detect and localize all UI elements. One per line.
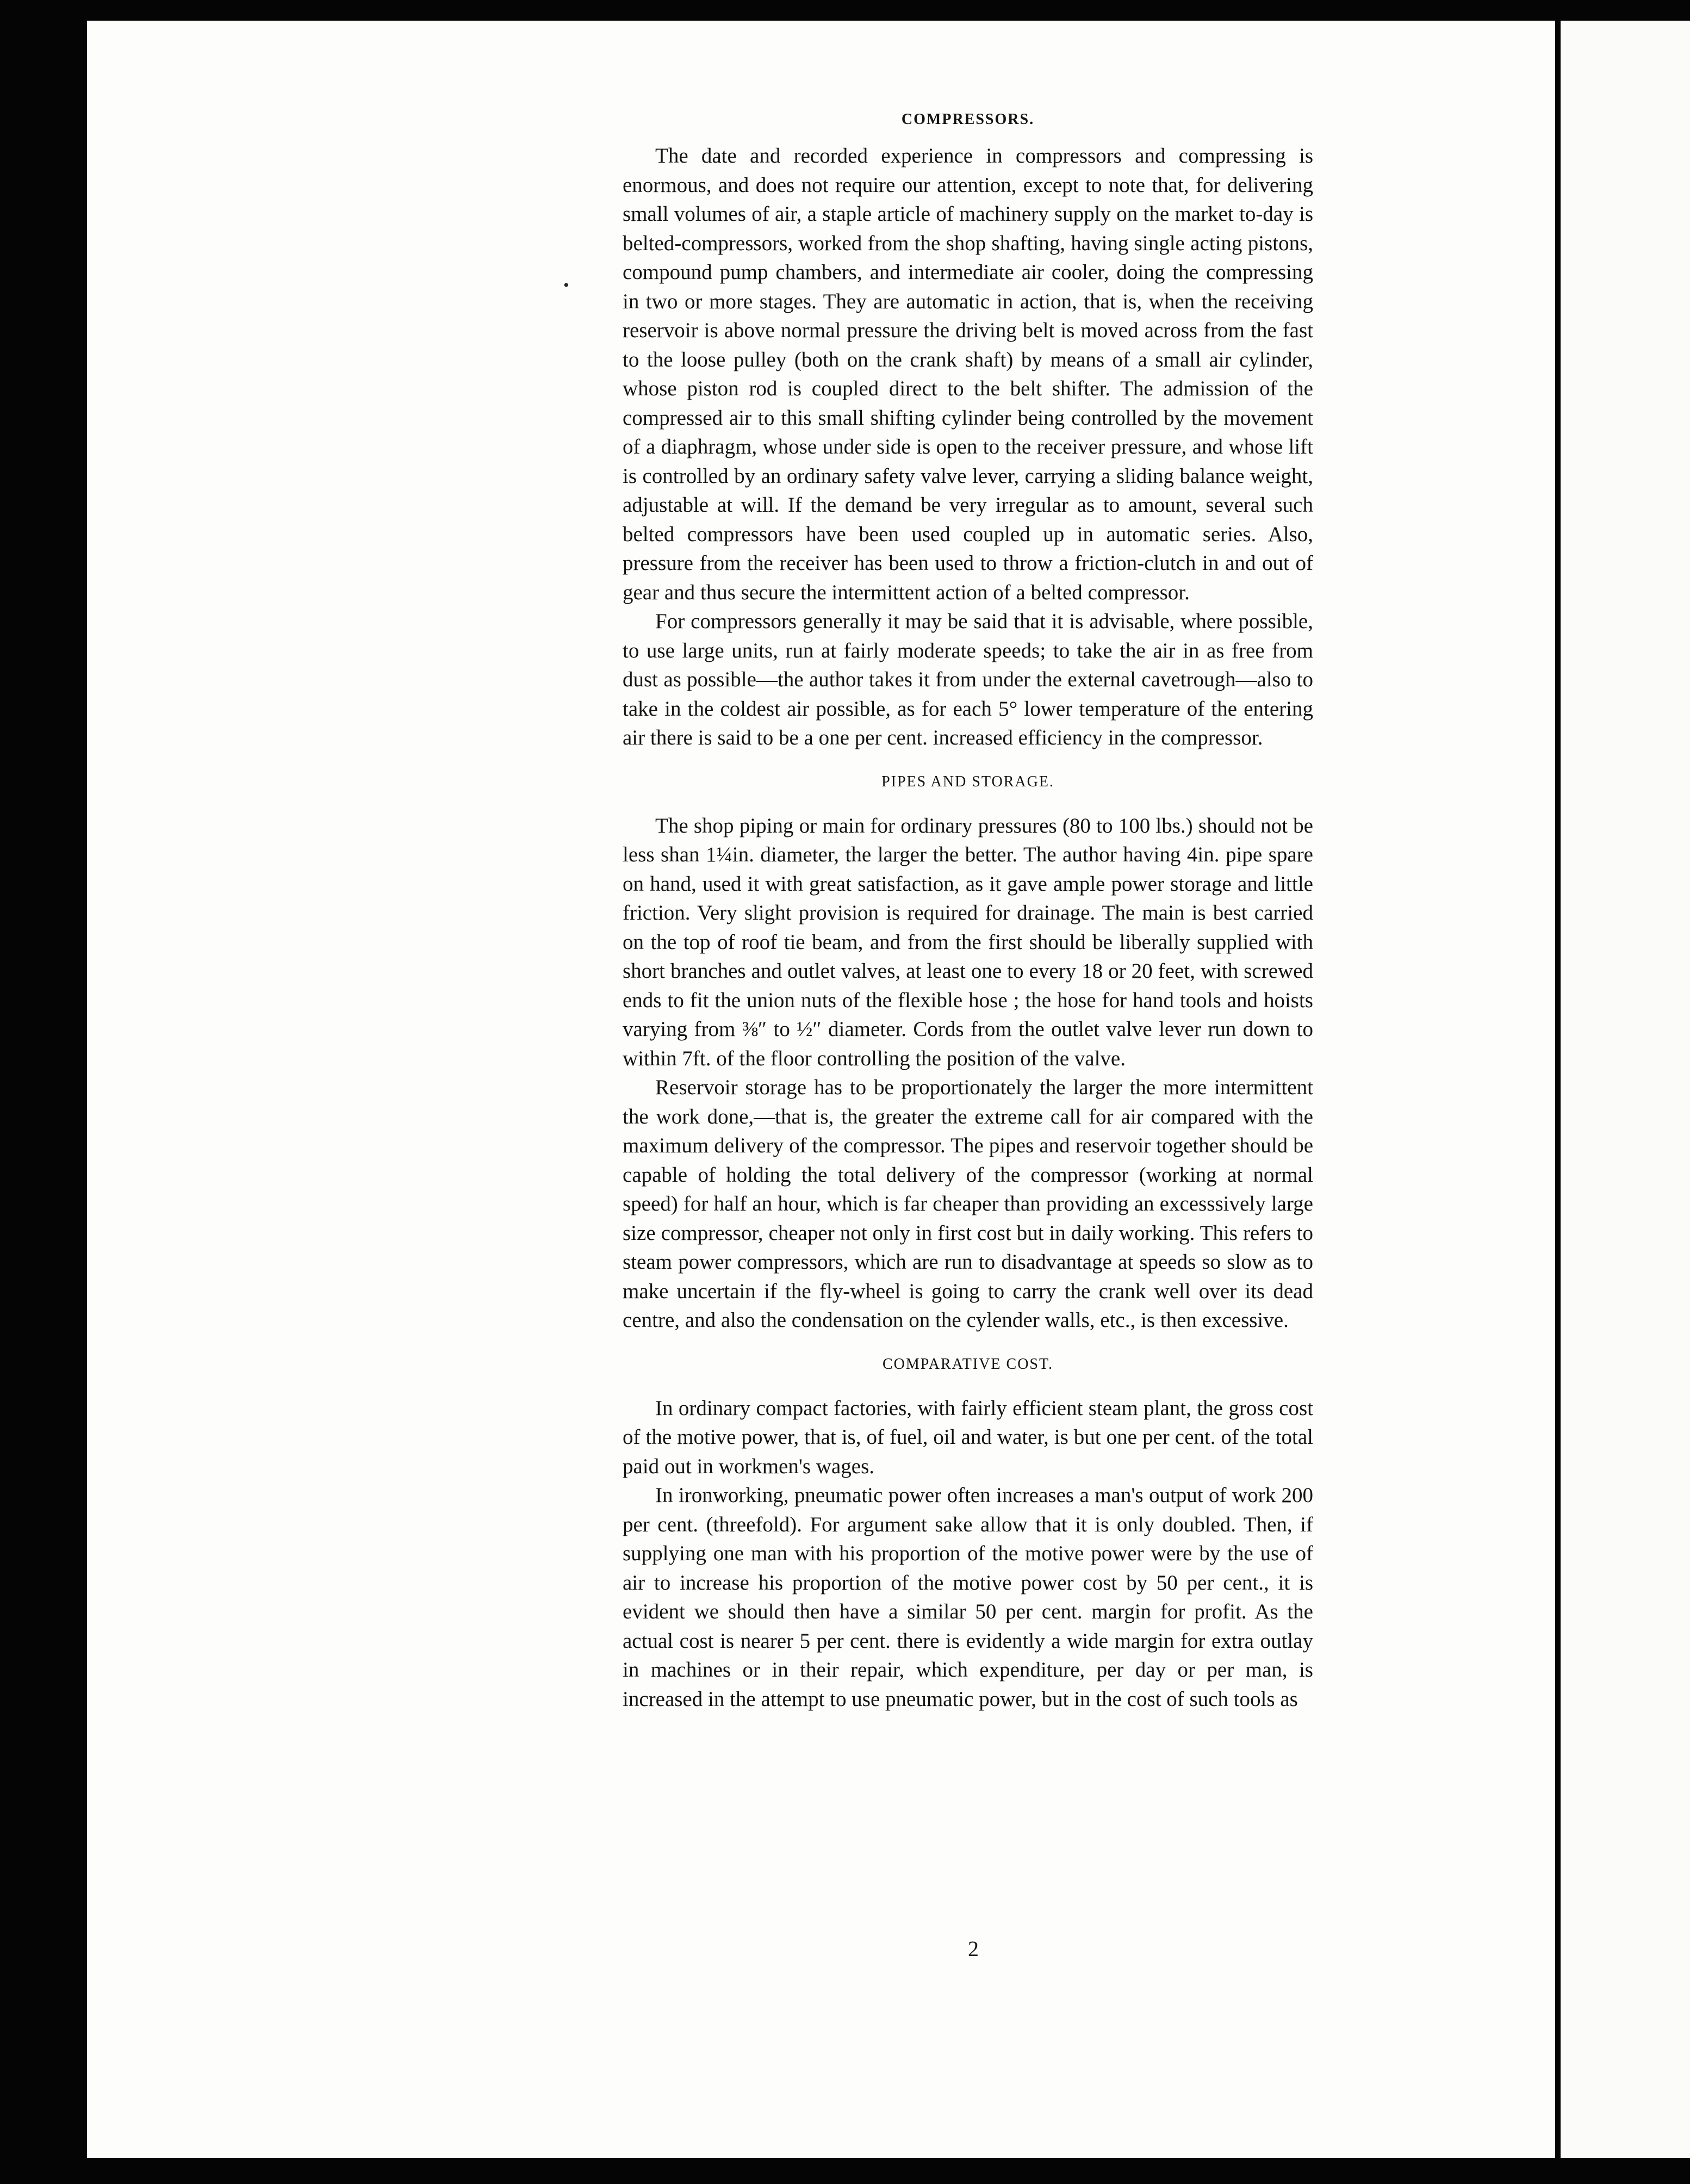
paragraph: In ordinary compact factories, with fairly efficient steam plant, the gross cost of the motive power, that is, of fuel, oil and water, is but one per cent. of the total paid out in workmen's wages. xyxy=(623,1396,1313,1478)
section-heading-pipes-and-storage: PIPES AND STORAGE. xyxy=(881,773,1054,790)
page-number: 2 xyxy=(968,1937,979,1961)
adjacent-page-edge xyxy=(1561,21,1690,2158)
paragraph: Reservoir storage has to be proportionately the larger the more intermittent the work done,—that is, the greater the extreme call for air compared with the maximum delivery of the compressor. The pipes and reservoir together should be capable of holding the total delivery of the compressor (working at normal speed) for half an hour, which is far cheaper than providing an excesssively large size compressor, cheaper not only in first cost but in daily working. This refers to steam power compressors, which are run to disadvantage at speeds so slow as to make uncertain if the fly-wheel is going to carry the crank well over its dead centre, and also the condensation on the cylender walls, etc., is then excessive. xyxy=(623,1076,1313,1332)
document-body xyxy=(623,103,1313,1714)
paragraph: The date and recorded experience in compressors and compressing is enormous, and does not require our attention, except to note that, for delivering small volumes of air, a staple article of machinery supply on the market to-day is belted-compressors, worked from the shop shafting, having single acting pistons, compound pump chambers, and intermediate air cooler, doing the compressing in two or more stages. They are automatic in action, that is, when the receiving reservoir is above normal pressure the driving belt is moved across from the fast to the loose pulley (both on the crank shaft) by means of a small air cylinder, whose piston rod is coupled direct to the belt shifter. The admission of the compressed air to this small shifting cylinder being controlled by the movement of a diaphragm, whose under side is open to the receiver pressure, and whose lift is controlled by an ordinary safety valve lever, carrying a sliding balance weight, adjustable at will. If the demand be very irregular as to amount, several such belted compressors have been used coupled up in automatic series. Also, pressure from the receiver has been used to throw a friction-clutch in and out of gear and thus secure the intermittent action of a belted compressor. xyxy=(623,144,1313,604)
margin-dot: • xyxy=(563,276,569,294)
paragraph: In ironworking, pneumatic power often increases a man's output of work 200 per cent. (threefold). For argument sake allow that it is only doubled. Then, if supplying one man with his proportion of the motive power were by the use of air to increase his proportion of the motive power cost by 50 per cent., it is evident we should then have a similar 50 per cent. margin for profit. As the actual cost is nearer 5 per cent. there is evidently a wide margin for extra outlay in machines or in their repair, which expenditure, per day or per man, is increased in the attempt to use pneumatic power, but in the cost of such tools as xyxy=(623,1484,1313,1711)
section-heading-comparative-cost: COMPARATIVE COST. xyxy=(882,1355,1054,1373)
paragraph: For compressors generally it may be said that it is advisable, where possible, to use large units, run at fairly moderate speeds; to take the air in as free from dust as possible—the author takes it from under the external cavetrough—also to take in the coldest air possible, as for each 5° lower temperature of the entering air there is said to be a one per cent. increased efficiency in the compressor. xyxy=(623,610,1313,749)
paragraph: The shop piping or main for ordinary pressures (80 to 100 lbs.) should not be less shan 1¼in. diameter, the larger the better. The author having 4in. pipe spare on hand, used it with great satisfaction, as it gave ample power storage and little friction. Very slight provision is required for drainage. The main is best carried on the top of roof tie beam, and from the first should be liberally supplied with short branches and outlet valves, at least one to every 18 or 20 feet, with screwed ends to fit the union nuts of the flexible hose ; the hose for hand tools and hoists varying from ⅜″ to ½″ diameter. Cords from the outlet valve lever run down to within 7ft. of the floor controlling the position of the valve. xyxy=(623,814,1313,1070)
section-heading-compressors: COMPRESSORS. xyxy=(901,111,1035,128)
